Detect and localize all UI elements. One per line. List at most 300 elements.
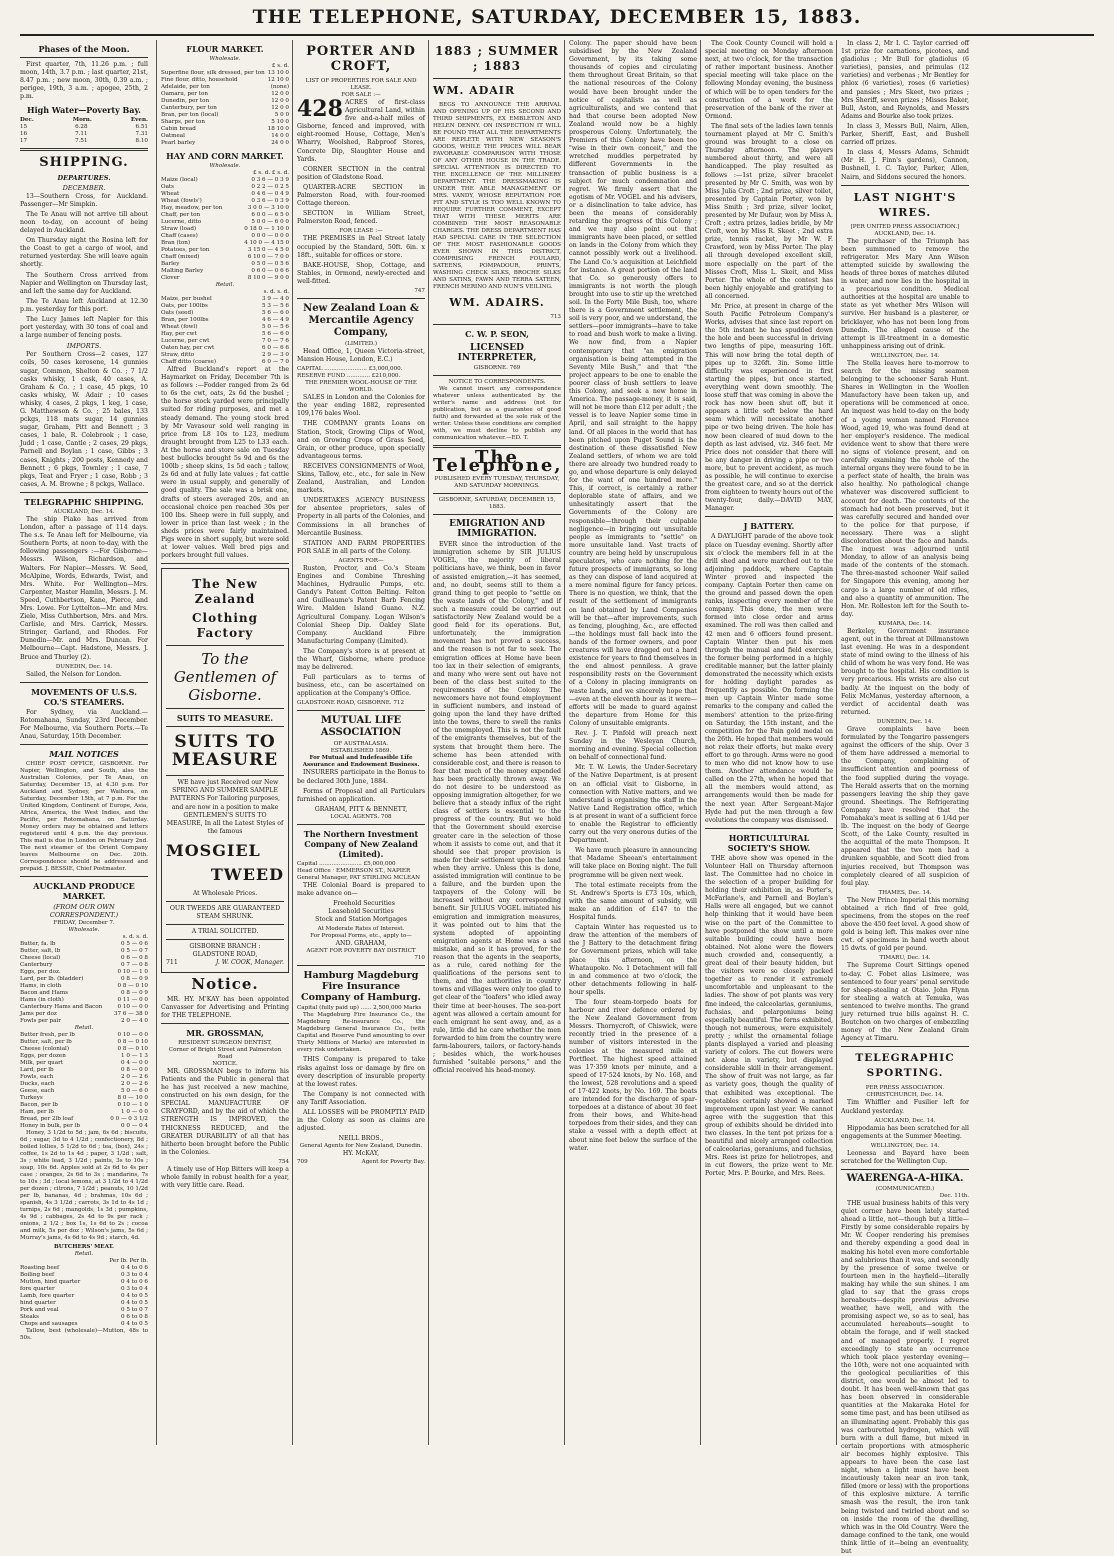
- table-row: [161, 177, 289, 184]
- table-cell: 0 8 — 0 0: [121, 1067, 148, 1074]
- table-cell: Cheese (local): [20, 955, 61, 962]
- corner-section: CORNER SECTION in the central position of Gladstone Road.: [297, 165, 425, 181]
- sporting-text: Hippodamia has been scratched for all engagements at the Summer Meeting.: [841, 1124, 969, 1140]
- table-row: [20, 1300, 148, 1307]
- table-cell: 4 6 — 4 9: [262, 317, 289, 323]
- class3-note: In class 3, Messrs Bull, Nairn, Allen, Parker, Sheriff, East, and Bushell carried off prizes.: [841, 122, 969, 147]
- table-cell: Hams (in cloth): [20, 997, 64, 1004]
- particulars-text: Full particulars as to terms of business, etc., can be ascertained on application at the Company's Office.: [297, 674, 425, 698]
- wire-text: Grave complaints have been formulated by the Tongariro passengers against the officers of the ship. Over 3 of them have addressed a memorial to the Company, complaining of insufficient attention and poorness of the food supplied during the voyage. The Herald asserts that on the morning passengers leaving the ship they gave ground. Sheetings. The Refrigerating Company have resolved that the Pomahaka's meat is selling at 6 1/4d per lb. The inquest on the body of George Scott, of the Lake County, resulted in the acquittal of the mate Thompson. It appeared that the two men had a drunken squabble, and Scott died from injuries received, but Thompson was completely cleared of all suspicion of foul play.: [841, 725, 969, 887]
- table-cell: hind quarter: [20, 1300, 56, 1307]
- table-cell: 6 10 0 — 7 0 0: [247, 254, 289, 260]
- table-cell: 14 0 0: [271, 133, 289, 139]
- table-row: [161, 77, 289, 84]
- table-row: [20, 1060, 148, 1067]
- receipts-note: The total estimate receipts from the St. Andrew's Sports is £73 10s, which, with the same amount of subsidy, will make an addition of £147 to the Hospital funds.: [569, 881, 697, 922]
- ad-number: 747: [414, 287, 425, 294]
- wires-heading: LAST NIGHT'S WIRES.: [853, 190, 957, 219]
- table-cell: 5 6 — 6 0: [262, 310, 289, 316]
- table-cell: Fowls per pair: [20, 1018, 61, 1025]
- mutual-sub: OF AUSTRALASIA.: [333, 741, 389, 748]
- nzloan-heading: New Zealand Loan & Mercantile Agency Company,: [303, 302, 419, 338]
- table-row: [161, 105, 289, 112]
- masthead-rule: [20, 34, 1094, 36]
- table-cell: 0 0 0 — 0 0 0: [251, 233, 289, 239]
- table-row: [20, 976, 148, 983]
- table-cell: 0 3 to 0 4: [121, 1272, 148, 1279]
- table-cell: Bran, per ton (local): [161, 112, 219, 118]
- table-cell: 5 0 0 — 6 0 0: [251, 219, 289, 225]
- class2-note: In class 2, Mr I. C. Taylor carried off 1st prize for carnations, picotees, and gladiolus ; Mr Bull for gladiolus (6 varieties), pansies, and primulas (12 varieties) and verbenas ; Mr Bentley for phlox (6 varieties), roses (6 varieties) and pansies ; Mrs Skeet, two prizes ; Mrs Sheriff, seven prizes ; Misses Baker, Bull, Aston, and Reynolds, and Messrs Adams and Bourke also took prizes.: [841, 40, 969, 120]
- table-row: [161, 205, 289, 212]
- suits-big-heading: SUITS TO MEASURE: [171, 732, 279, 771]
- table-cell: Straw (load): [161, 226, 197, 232]
- table-row: [161, 296, 289, 303]
- hop-bitters-text: A timely use of Hop Bitters will keep a whole family in robust health for a year, with very little care. Read.: [161, 1165, 289, 1190]
- wire-text: The Stella leaves here to-morrow to search for the missing seamen belonging to the schooner Sarah Hunt. Shares in Wellington in the Woollen Manufactory have been taken up, and operations will be commenced at once. An inquest was held to-day on the body of a young woman named Florence Wood, aged 19, who was found dead at her employer's residence. The medical evidence went to show that there were no signs of violence present, and on carefully examining the whole of the internal organs they were found to be in a perfect state of health, the brain was also healthy. No pathological change whatever was discovered sufficient to account for death. The contents of the stomach had not been preserved, but it was carefully secured and handed over to the police for that purpose, if necessary. There was a slight discoloration about the face and hands. The inquest was adjourned until Monday, to allow of an analysis being made of the contents of the stomach. The three-masted schooner Waif sailed for Singapore this evening, among her cargo is a large number of old rifles, and also a quantity of ammunition. The Hon. Mr. Rolleston left for the South to-day.: [841, 359, 969, 618]
- table-row: [161, 352, 289, 359]
- table-cell: 0 4 to 0 5: [121, 1300, 148, 1307]
- table-cell: Chops and sausages: [20, 1321, 78, 1328]
- table-cell: Hams, in cloth: [20, 983, 62, 990]
- table-cell: Oats (seed): [161, 310, 194, 316]
- undertakes-text: UNDERTAKES AGENCY BUSINESS for absentee proprietors, sales of Property in all parts of the Colonies, and Commissions in all branches of Mercantile Business.: [297, 497, 425, 537]
- table-cell: Geese, each: [20, 1088, 55, 1095]
- table-row: [20, 1307, 148, 1314]
- table-cell: 37 6 — 38 0: [113, 1011, 148, 1018]
- table-row: [20, 1011, 148, 1018]
- table-row: [20, 1046, 148, 1053]
- table-cell: Dunedin, per ton: [161, 98, 210, 104]
- acres-number: 428: [297, 96, 343, 122]
- table-cell: 7 0 — 7 6: [262, 338, 289, 344]
- adair-text: BEGS TO ANNOUNCE THE ARRIVAL AND OPENING UP OF HIS SECOND AND THIRD SHIPMENTS, EX EMBLETON AND HELEN DENNY. ON INSPECTION IT WILL BE FOUND THAT ALL THE DEPARTMENTS ARE REPLETE WITH NEW SEASON'S GOODS, WHILE THE PRICES WILL BEAR FAVORABLE COMPARISON WITH THOSE OF ANY OTHER HOUSE IN THE TRADE. SPECIAL ATTENTION IS DIRECTED TO THE EXCELLENCE OF THE MILLINERY DEPARTMENT. THE DRESSMAKING IS UNDER THE ABLE MANAGEMENT OF MRS. VANDY, WHOSE REPUTATION FOR FIT AND STYLE IS TOO WELL KNOWN TO REQUIRE FURTHER COMMENT, EXCEPT THAT WITH THESE MERITS ARE COMBINED THE MOST REASONABLE CHARGES. THE DRESS DEPARTMENT HAS HAD SPECIAL CARE IN THE SELECTION OF THE MOST FASHIONABLE GOODS EVER SHOWN IN THIS DISTRICT, COMPRISING FRENCH FOULARD, SATEENS, POMPADOUR, PRINTS, WASHING CHECK SILKS, BROCHE SILKS AND SATINS, FAWN AND TERRA SATEEN, FRENCH MERINO AND NUN'S VEILING.: [433, 102, 561, 290]
- table-row: [161, 98, 289, 105]
- table-cell: 24 0 0: [271, 140, 289, 146]
- correspondents-text: We cannot insert any correspondence whatever unless authenticated by the writer's name and address (not for publication, but as a guarantee of good faith) and forwarded at the sole risk of the writer. Unless these conditions are complied with, we must decline to publish any communication whatever.—ED. T.: [433, 386, 561, 441]
- table-cell: 2 0 — 2 6: [121, 1074, 148, 1081]
- notice-text: MR. HY. M'KAY has been appointed Canvasser for Advertising and Printing for THE TELEPHONE.: [161, 995, 289, 1019]
- manager-line: 711 J. W. COOK, Manager.: [166, 959, 284, 967]
- table-cell: 0 4 6 — 0 4 9: [251, 191, 289, 197]
- sales-text: SALES in London and the Colonies for the year ending 1882, represented 109,176 bales Wool.: [297, 394, 425, 418]
- table-cell: 0 4 to 0 6: [121, 1279, 148, 1286]
- waerenga-sub: (COMMUNICATED.): [875, 1185, 935, 1192]
- table-cell: Chaff (mixed): [161, 254, 200, 260]
- dateline: KUMARA, Dec. 14.: [878, 620, 932, 627]
- table-cell: Ducks, each: [20, 1081, 55, 1088]
- table-row: [20, 1032, 148, 1039]
- table-row: [161, 331, 289, 338]
- sporting-text: Leonessa and Bayard have been scratched for the Wellington Cup.: [841, 1149, 969, 1165]
- telegraphic-shipping-text: The ship Piako has arrived from London, after a passage of 114 days. The s.s. Te Anau left for Melbourne, via Southern Ports, at noon to-day, with the following passengers :—For Gisborne—Messrs. Wilson, Richardson, and Walters. For Napier—Messrs. W. Seed, McAlpine, Words, Edwards, Twist, and Mrs. White. For Wellington—Mrs. Carpenter, Master Hamlin, Messrs. J. M. Speed, Cuthbertson, Kane, Pierce, and Mrs. Lowe. For Lyttelton—Mr. and Mrs. Ziele, Miss Cuthbertson, Mrs. and Mrs. Carlisle, and Mrs. Carrick, Messrs. Stringer, Garland, and Rhodes. For Dunedin—Mr. and Mrs. Duncan. For Melbourne—Capt. Hadstone, Messrs. J. Bruce and Thurley (2).: [20, 515, 148, 661]
- section-text: SECTION in William Street, Palmerston Road, fenced.: [297, 210, 425, 226]
- table-cell: 4 10 0 — 4 15 0: [244, 240, 289, 246]
- table-cell: Pearl barley: [161, 140, 196, 146]
- table-cell: 0 8 — 0 10: [117, 983, 148, 990]
- table-cell: 0 8 — 0 9: [121, 990, 148, 997]
- hay-sub: Wholesale.: [209, 163, 241, 169]
- table-row: [20, 1102, 148, 1109]
- table-cell: Butter, salt, lb: [20, 948, 61, 955]
- table-row: [161, 112, 289, 119]
- hay-market-heading: HAY AND CORN MARKET.: [166, 151, 284, 161]
- head-office: Head Office, 1, Queen Victoria-street, Mansion House, London, E.C.): [297, 347, 425, 364]
- table-row: [161, 345, 289, 352]
- hamburg-text: The Magdeburg Fire Insurance Co., the Magdeburg Re-insurance Co., the Magdeburg General Insurance Co., (with Capital and Reserve Fund amounting to over Thirty Millions of Marks) are interested in every risk undertaken.: [297, 1012, 425, 1054]
- stock-report: Alfred Buckland's report at the Haymarket on Friday, December 7th is as follows :—Fodder ranged from 2s 6d to 6s the cwt, oats, 2s 6d the bushel ; the horse stock yarded were principally suited for riding purposes, and met a steady demand. The young stock bred by Mr Vavasour sold well ranging in price from L8 10s to L23, medium draught brought from L25 to L33 each. At the horse and store sale on Tuesday best bullocks brought 5s 9d and 6s the 100lb ; sheep skins, 1s 5d each ; tallow, 2s 6d and at fully late values ; fat cattle were in usual supply, and generally of good quality. The sale was a brisk one, drafts of steers averaged 20s, and an occasional choice pen reached 30s per 100 lbs. Sheep were in full supply, and lower in price than last week ; in the sheds prices were fairly maintained. Pigs were in short supply, but were sold at lower values. Well bred pigs and porkers brought full values.: [161, 366, 289, 560]
- dateline: AUCKLAND, Dec. 14.: [874, 230, 936, 237]
- butchers-heading: BUTCHERS' MEAT.: [54, 1244, 114, 1251]
- table-row: [20, 1004, 148, 1011]
- masthead-title: THE TELEPHONE, SATURDAY, DECEMBER 15, 1883.: [252, 6, 862, 28]
- correspondents-heading: NOTICE TO CORRESPONDENTS.: [448, 379, 546, 385]
- flour-list: [161, 70, 289, 147]
- table-cell: 0 5 — 0 6: [121, 941, 148, 948]
- established-text: ESTABLISHED 1869.: [330, 748, 392, 755]
- table-row: [161, 317, 289, 324]
- table-cell: fore quarter: [20, 1286, 55, 1293]
- table-cell: Lamb, fore quarter: [20, 1293, 75, 1300]
- torpedo-note: The four steam-torpedo boats for harbour and river defence ordered by the New Zealand Government from Messrs. Thornycroft, of Chiswick, were recently tried in the presence of a number of visitors interested in the colonies at the measured mile at Portfleet. The highest speed attained was 17·359 knots per minute, and a speed of 17·524 knots, by No. 168, and the lowest, 528 revolutions and a speed of 17·422 knots, by No. 169. The boats are intended for the discharge of spar-torpedoes at a distance of about 30 feet from their bows, and White-head torpedoes from their sides, and they can stake a vessel with a depth effect at about nine feet below the surface of the water.: [569, 998, 697, 1152]
- suits-heading: SUITS TO MEASURE.: [176, 713, 274, 724]
- table-row: [20, 1074, 148, 1081]
- telegraphic-shipping-text: Sailed, the Nelson for London.: [26, 670, 122, 678]
- insurers-text: INSURERS participate in the Bonus to be declared 30th June, 1884.: [297, 769, 425, 785]
- table-cell: Bacon, per lb: [20, 1102, 58, 1109]
- departures-month: DECEMBER.: [62, 183, 106, 192]
- retail-list: [20, 1032, 148, 1130]
- porter-croft-heading: PORTER AND CROFT,: [306, 44, 416, 74]
- table-cell: 0 4 to 0 5: [121, 1321, 148, 1328]
- table-cell: 0 0 — 0 3 1/2: [110, 1116, 148, 1123]
- table-cell: 5 0 — 6 0: [121, 1088, 148, 1095]
- receives-text: RECEIVES CONSIGNMENTS of Wool, Skins, Tallow, etc., etc., for sale in New Zealand, Australian, and London markets.: [297, 462, 425, 495]
- table-row: [20, 1088, 148, 1095]
- dateline: WELLINGTON, Dec. 14.: [870, 1142, 940, 1149]
- dateline: GISBORNE, SATURDAY, DECEMBER 15, 1883.: [438, 497, 556, 511]
- premises-text: THE PREMISES in Peel Street lately occupied by the Standard, 50ft. 6in. x 18ft., suitable for offices or store.: [297, 235, 425, 259]
- table-cell: 2 0 — 2 6: [121, 1081, 148, 1088]
- wholesale-prices: At Wholesale Prices.: [192, 889, 258, 897]
- northern-capital: Capital ........................ £5,000,000: [297, 860, 396, 867]
- table-cell: Bacon and Hams: [20, 990, 69, 997]
- telegraphic-shipping-heading: TELEGRAPHIC SHIPPING.: [24, 496, 144, 507]
- table-cell: Canterbury: [20, 962, 53, 969]
- hay-list: [161, 177, 289, 282]
- dateline: CHRISTCHURCH, Dec. 14.: [866, 1092, 944, 1099]
- table-cell: 2 9 — 3 0: [262, 352, 289, 358]
- mckay-name: HY. McKAY,: [342, 1150, 380, 1158]
- butchers-sub: Retail.: [74, 1251, 94, 1258]
- table-row: [20, 1123, 148, 1130]
- table-cell: 0 5 0 — 0 5 6: [251, 261, 289, 267]
- table-cell: Roasting beef: [20, 1265, 60, 1272]
- agents-list: Ruston, Proctor, and Co.'s Steam Engines and Combine Threshing Machines, Hydraulic Pumps, etc. Gandy's Patent Cotton Belting. Felton and Guilleaume's Patent Barb Fencing Wire. Malden Island Guano. N.Z. Agricultural Company. Logan Wilson's Colonial Sheep Dip. Oakley Slate Company. Auckland Fibre Manufacturing Company (Limited).: [297, 564, 425, 645]
- tariff-text: The Company is not connected with any Tariff Association.: [297, 1090, 425, 1106]
- table-cell: Lard, per lb: [20, 1067, 54, 1074]
- table-cell: 0 11 — 0 0: [117, 997, 148, 1004]
- battery-heading: J BATTERY.: [743, 521, 795, 532]
- produce-subheading: (FROM OUR OWN CORRESPONDENT.): [49, 903, 119, 920]
- table-cell: 12 0 0: [271, 105, 289, 111]
- and-graham: AND. GRAHAM,: [335, 940, 387, 948]
- general-agents: General Agents for New Zealand, Dunedin.: [299, 1143, 423, 1150]
- table-row: [161, 275, 289, 282]
- table-cell: Barley: [161, 261, 180, 267]
- table-cell: Eggs, per doz.: [20, 969, 61, 976]
- table-cell: 8 0 — 10 0: [117, 1095, 148, 1102]
- table-cell: 0 6 0 — 0 6 6: [251, 268, 289, 274]
- table-cell: Oatmeal: [161, 133, 185, 139]
- shipping-note: The Te Anau will not arrive till about noon to-day, on account of being delayed in Auckland.: [20, 210, 148, 235]
- table-cell: Butter fresh, per lb: [20, 1032, 75, 1039]
- table-cell: 0 8 — 0 10: [117, 1046, 148, 1053]
- table-row: [20, 1081, 148, 1088]
- table-cell: 5 0 — 5 6: [262, 324, 289, 330]
- table-cell: Ham, per lb: [20, 1109, 54, 1116]
- northern-manager: General Manager, PAT STIRLING MCLEAN: [297, 874, 421, 881]
- table-row: [161, 184, 289, 191]
- ad-number: 710: [414, 955, 425, 962]
- table-row: [161, 268, 289, 275]
- acres-text: ACRES of first-class Agricultural Land, within five and-a-half miles of Gisborne, fenced and improved, with eight-roomed House, Cottage, Men's Wharry, Woolshed, Rabproof Stores, Concrete Dip, Slaughter House and Yards.: [297, 99, 425, 163]
- table-cell: Wheat (fowls'): [161, 198, 202, 204]
- waerenga-text: THE usual business habits of this very quiet corner have been lately started ahead a little, not—though but a little—Firstly by some considerable repairs by Mr. W. Cooper rendering his premises and thereby expending a good deal in making his hotel even more comfortable and salubrious than it was, and secondly by the presence of some twelve or fourteen men in the hayfield—literally making hay while the sun shines. I am glad to say that the grass crops hereabouts—despite previous adverse weather, have well, and with the promising aspect we, so as to seal, has accumulated hereabouts—sought to obtain the forage, and if well stacked and of managed properly. I regret exceedingly to state an occurrence which took place yesterday evening—the 10th, were not one acquainted with the geological peculiarities of this district, one would be almost led to doubt. It has been well-known that gas has been observed in considerable quantities at the Makaraka Hotel for some time past, and has been utilised as an illuminating agent. Probably this gas was carburetted hydrogen, which will burn with a dull flame, but mixed in certain proportions with atmospheric air becomes highly explosive. This appears to have been the case last night, when a light must have been incautiously taken near an iron tank, filled (more or less) with the proportions of this explosive mixture. A terrific smash was the result, the iron tank being twisted and twirled about and so on inside the room of the dwelling, which was in the Old Country. Were the damage confined to the tank, one would think little of it—being an eventuality, but: [841, 1199, 969, 1555]
- table-cell: (none): [270, 84, 289, 90]
- table-row: [161, 233, 289, 240]
- editorial-heading: EMIGRATION AND IMMIGRATION.: [449, 519, 545, 540]
- table-cell: Maize, per bushel: [161, 296, 212, 302]
- table-cell: 5 0 0: [274, 112, 289, 118]
- retail-label: Retail.: [74, 1025, 94, 1032]
- departure-entry: 13—Southern Cross, for Auckland. Passenger—Mr Simpkin.: [20, 192, 148, 208]
- published-text: PUBLISHED EVERY TUESDAY, THURSDAY, AND SATURDAY MORNINGS.: [434, 476, 560, 490]
- table-cell: 0 6 — 0 8: [121, 955, 148, 962]
- table-cell: 3 15 0 — 4 5 0: [247, 247, 289, 253]
- trial-text: A TRIAL SOLICITED.: [191, 928, 259, 936]
- table-cell: 12 0 0: [271, 98, 289, 104]
- table-cell: 0 10 — 0 0: [117, 1004, 148, 1011]
- table-cell: Pork and veal: [20, 1307, 59, 1314]
- table-cell: Oats, per 100lbs: [161, 303, 208, 309]
- column-4: [428, 40, 561, 1445]
- table-row: [20, 1053, 148, 1060]
- factory-title-line2: Clothing Factory: [191, 611, 259, 641]
- sporting-heading: TELEGRAPHIC SPORTING.: [855, 1052, 955, 1080]
- table-cell: 8 10 0 — 9 0 0: [247, 275, 289, 281]
- departures-heading: DEPARTURES.: [57, 174, 111, 183]
- table-row: [161, 212, 289, 219]
- column-5: [564, 40, 697, 1445]
- corner-text: Corner of Bright Street and Palmerston Road: [168, 1046, 282, 1060]
- tide-row: 17 7.51 8.10: [20, 138, 148, 145]
- adairs-sign: WM. ADAIRS.: [449, 296, 545, 309]
- table-cell: 13 10 0: [267, 70, 289, 76]
- table-cell: 0 18 0 — 1 10 0: [244, 226, 289, 232]
- table-cell: Fine flour, ditto, household: [161, 77, 238, 83]
- table-cell: 0 6 to 0 8: [121, 1314, 148, 1321]
- table-cell: Superfine flour, silk dressed, per ton: [161, 70, 265, 76]
- mail-notices-heading: MAIL NOTICES: [49, 749, 119, 760]
- uss-text: For Sydney, via Auckland.—Rotomahana, Sunday, 23rd December. For Melbourne, via Southern Ports.—Te Anau, Saturday, 15th December.: [20, 708, 148, 740]
- table-row: [20, 983, 148, 990]
- table-row: [161, 70, 289, 77]
- sporting-sub: PER PRESS ASSOCIATION.: [865, 1085, 945, 1092]
- branch-text: GISBORNE BRANCH :: [189, 943, 261, 951]
- table-cell: 0 10 — 1 0: [117, 969, 148, 976]
- table-cell: Potatoes, per ton: [161, 247, 210, 253]
- table-cell: 0 3 to 0 4: [121, 1286, 148, 1293]
- table-cell: Honey in bulk, per lb: [20, 1123, 80, 1130]
- column-6: [700, 40, 833, 1445]
- notice2-text: MR. GROSSMAN begs to inform his Patients and the Public in general that he has just received a new machine, constructed on his own design, for the SPECIAL MANUFACTURE OF CRAYFORD, and by the aid of which the STRENGTH IS IMPROVED, the THICKNESS REDUCED, and the GREATER DURABILITY of all that has hitherto been brought before the Public in the Colonies.: [161, 1067, 289, 1156]
- wire-text: The Supreme Court Sittings opened to-day. C. Fobet alias Lisimere, was sentenced to four years' penal servitude for sheep-stealing at Otaio. John Flynn for stealing a watch at Temuka, was sentenced to twelve months. The grand jury returned true bills against H. C. Boutchon on two charges of embezzling money of the New Zealand Grain Agency at Timaru.: [841, 962, 969, 1043]
- shipping-note: The Southern Cross arrived from Napier and Wellington on Thursday last, and left the same day for Auckland.: [20, 271, 148, 295]
- agent-text: AGENT FOR POVERTY BAY DISTRICT: [306, 948, 416, 955]
- colonial-board: THE Colonial Board is prepared to make advance on—: [297, 881, 425, 897]
- interest-text: At Moderate Rates of Interest.: [317, 926, 405, 933]
- sporting-text: Tim Whiffler and Fusilier left for Auckland yesterday.: [841, 1099, 969, 1115]
- table-row: [20, 955, 148, 962]
- moon-text: First quarter, 7th, 11.26 p.m. ; full moon, 14th, 3.7 p.m. ; last quarter, 21st, 8.47 p.m. ; new moon, 30th, 0.39 a.m. ; perigee, 19th, 3 a.m. ; apogee, 25th, 2 p.m.: [20, 61, 148, 101]
- table-cell: Turkeys: [20, 1095, 43, 1102]
- mosgiel-heading: MOSGIEL: [166, 840, 261, 860]
- column-3: [292, 40, 425, 1445]
- table-row: [161, 254, 289, 261]
- table-row: [161, 310, 289, 317]
- ad-number: 713: [550, 314, 561, 320]
- tide-header: Dec. Morn. Even.: [20, 117, 148, 124]
- table-cell: Lucerne, ditto: [161, 219, 202, 225]
- gisborne-ad-line: GLADSTONE ROAD, GISBORNE. 712: [297, 700, 405, 707]
- tallow-note: Tallow, best (wholesale)—Mutton, 48s to 50s.: [20, 1328, 148, 1342]
- table-cell: Steaks: [20, 1314, 39, 1321]
- wholesale-label: Wholesale.: [68, 927, 100, 934]
- company-text: THE COMPANY grants Loans on Station, Stock, Growing Clips of Wool, and on Growing Crops of Grass Seed, Grain, or other produce, upon specially advantageous terms.: [297, 420, 425, 460]
- table-cell: Maize (local): [161, 177, 198, 183]
- table-cell: 0 4 to 0 5: [121, 1293, 148, 1300]
- table-cell: Hay, per cwt: [161, 331, 197, 337]
- table-cell: 5 10 0: [271, 119, 289, 125]
- table-cell: Fowls, each: [20, 1074, 54, 1081]
- table-row: [161, 119, 289, 126]
- table-row: [161, 91, 289, 98]
- table-cell: Wheat (fowl): [161, 324, 198, 330]
- table-row: [20, 1265, 148, 1272]
- table-cell: 0 10 — 1 0: [117, 1102, 148, 1109]
- waerenga-heading: WAERENGA-A-HIKA.: [846, 1172, 964, 1184]
- table-row: [20, 941, 148, 948]
- uss-heading: MOVEMENTS OF U.S.S. CO.'S STEAMERS.: [31, 686, 137, 707]
- table-cell: Malting Barley: [161, 268, 204, 274]
- table-cell: Butter, fa. lb: [20, 941, 56, 948]
- table-cell: 3 9 — 4 0: [262, 296, 289, 302]
- butchers-header: Per lb. Per lb.: [109, 1258, 148, 1265]
- flour-sub: Wholesale.: [209, 56, 241, 62]
- shipping-note: On Thursday night the Rosina left for the Coast to get a cargo of wool, and returned yesterday. She will leave again shortly.: [20, 237, 148, 269]
- table-row: [161, 240, 289, 247]
- for-sale-label: FOR SALE :—: [341, 92, 381, 98]
- table-cell: Oaten hay, per cwt: [161, 345, 215, 351]
- tide-row: 15 6.28 6.51: [20, 124, 148, 131]
- table-cell: Lard, per lb. (bladder): [20, 976, 84, 983]
- table-row: [161, 219, 289, 226]
- hay-retail-list: [161, 296, 289, 366]
- table-row: [161, 359, 289, 366]
- grossman-heading: MR. GROSSMAN,: [186, 1027, 264, 1038]
- table-row: [161, 338, 289, 345]
- table-cell: 5 6 — 6 0: [262, 331, 289, 337]
- imports-heading: IMPORTS.: [66, 342, 102, 351]
- dateline: THAMES, Dec. 14.: [878, 889, 932, 896]
- table-row: [161, 140, 289, 147]
- table-row: [20, 1286, 148, 1293]
- tide-row: 16 7.11 7.31: [20, 131, 148, 138]
- wires-sub: [PER UNITED PRESS ASSOCIATION.]: [850, 223, 960, 230]
- guaranteed-text: OUR TWEEDS ARE GUARANTEED STEAM SHRUNK.: [169, 905, 281, 921]
- newspaper-columns: [20, 40, 1100, 1555]
- pinfold-note: Rev. J. T. Pinfold will preach next Sunday in the Wesleyan Church, morning and evening. Special collection on behalf of connectional fund.: [569, 729, 697, 762]
- wire-text: The New Prince Imperial this morning obtained a rich find of free gold, specimens, from the stopes on the reef above the 450 feet level. A good show of gold is being left. This makes over nine cwt. of specimens in hand worth about 15 dwts. of gold per pound.: [841, 896, 969, 953]
- table-cell: 0 10 — 0 0: [117, 1032, 148, 1039]
- notice-heading: Notice.: [191, 974, 259, 993]
- table-row: [20, 1018, 148, 1025]
- flour-header: £ s. d.: [271, 63, 289, 69]
- quarter-acre: QUARTER-ACRE SECTION in Palmerston Road, with four-roomed Cottage thereon.: [297, 183, 425, 208]
- table-row: [161, 226, 289, 233]
- dateline: DUNEDIN, Dec. 14.: [55, 663, 113, 670]
- premier-text: THE PREMIER WOOL-HOUSE OF THE WORLD.: [305, 380, 417, 394]
- produce-header: s. d. s. d.: [122, 934, 148, 941]
- adair-heading: WM. ADAIR: [433, 84, 516, 97]
- hay-retail-header: s. d. s. d.: [263, 289, 289, 295]
- seon-place: GISBORNE. 769: [473, 365, 521, 371]
- lewis-note: Mr. T. W. Lewis, the Under-Secretary of the Native Department, is at present on an official visit to Gisborne, in connection with Native matters, and we understand is organising the staff in the Native Land Registration office, which is at present in want of a sufficient force to enable the Registrar to efficiently carry out the very onerous duties of the Department.: [569, 764, 697, 845]
- table-cell: 12 0 0: [271, 91, 289, 97]
- licensed-interpreter: LICENSED INTERPRETER,: [457, 343, 537, 363]
- table-row: [20, 1067, 148, 1074]
- factory-title-line1: The New Zealand: [192, 577, 258, 607]
- winter-note: Captain Winter has requested us to draw the attention of the members of the J Battery to the detachment firing for Government prizes, which will take place this afternoon, on the Whataupoko. No. 1 Detachment will fall in and commence at two o'clock, the other detachments following in half-hour spells.: [569, 924, 697, 996]
- table-cell: 0 5 — 0 7: [121, 948, 148, 955]
- table-cell: 0 2 2 — 0 2 5: [251, 184, 289, 190]
- table-cell: 6 0 — 6 6: [262, 345, 289, 351]
- table-row: [20, 1279, 148, 1286]
- table-cell: Canterbury Hams and Bacon: [20, 1004, 103, 1011]
- suits-text: WE have just Received our New SPRING AND SUMMER SAMPLE PATTERNS For Tailoring purposes, and are now in a position to make GENTLEMEN'S SUITS TO MEASURE, In all the Latest Styles of the famous: [166, 779, 284, 835]
- table-cell: 1 0 — 1 3: [121, 1053, 148, 1060]
- table-cell: Chaff ditto (coarse): [161, 359, 217, 365]
- hay-header: £ s. d. £ s. d.: [252, 170, 289, 176]
- table-cell: Cheese (colonial): [20, 1046, 69, 1053]
- imports-text: Per Southern Cross—2 cases, 127 coils, 50 cases kerosene, 14 gunnies sugar, Common, Shelton & Co. ; 7 1/2 casks whisky, 1 cask, 40 cases, A. Graham & Co. ; 1 case, 45 pkgs, 10 casks whisky, W. Adair ; 10 cases whisky, 4 cases, 2 pkgs, 1 keg, 1 case, G. Matthewson & Co. ; 25 bales, 133 pckgs, 118 mats sugar, 14 gunnies sugar, Graham, Pitt and Bennett ; 3 cases, 1 bale, R. Colebrook ; 1 case, Judd ; 1 case, Cantle ; 2 cases, 29 pkgs, Parnell and Boylan ; 1 case, Gibbs ; 3 cases, Knights ; 200 posts, Kennedy and Bennett ; 6 pkgs, Townley ; 1 case, 7 pkgs, Teat and Fryer ; 1 case, Robb ; 3 cases, A. M. Browne ; 8 pckgs, Wallace.: [20, 351, 148, 488]
- table-cell: 0 3 6 — 0 3 9: [251, 198, 289, 204]
- wire-text: Berkeley, Government insurance agent, out in the threat at Dillmanstown last evening. He was in a despondent state of mind owing to the illness of his child of whom he was very fond. He was brought to the hospital. His condition is very precarious. His wrists are also cut badly. At the inquest on the body of Felix McManus, yesterday afternoon, a verdict of accidental death was returned.: [841, 627, 969, 716]
- table-row: [161, 126, 289, 133]
- butchers-list: [20, 1265, 148, 1328]
- table-cell: 0 3 6 — 0 3 9: [251, 177, 289, 183]
- dateline: AUCKLAND, Dec. 14.: [874, 1117, 936, 1124]
- table-cell: 2 0 — 4 0: [121, 1018, 148, 1025]
- shipping-note: The Te Anau left Auckland at 12.30 p.m. yesterday for this port.: [20, 297, 148, 313]
- moon-heading: Phases of the Moon.: [38, 44, 130, 54]
- table-cell: 0 7 — 0 8: [121, 962, 148, 969]
- notice2-heading: NOTICE.: [212, 1060, 238, 1067]
- table-row: [161, 84, 289, 91]
- table-cell: Bran (ton): [161, 240, 191, 246]
- table-cell: Oamaru, per ton: [161, 91, 208, 97]
